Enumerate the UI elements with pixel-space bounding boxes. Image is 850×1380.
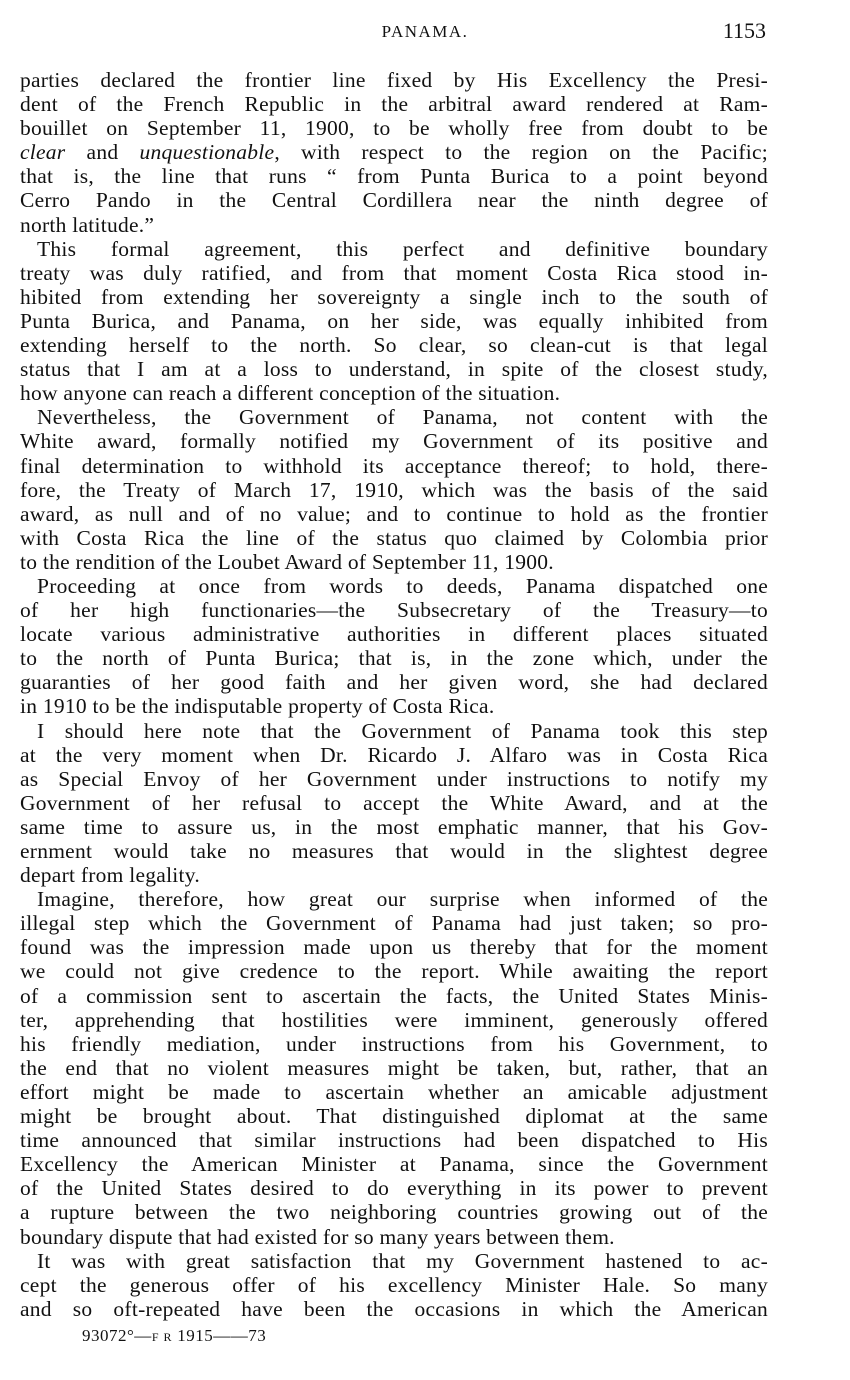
- footer-prefix: 93072°—: [82, 1326, 152, 1345]
- text-line: same time to assure us, in the most emphatic manner, that his Gov-: [20, 814, 768, 839]
- text-line: Cerro Pando in the Central Cordillera near the ninth degree of: [20, 188, 768, 213]
- text-line: to the rendition of the Loubet Award of September 11, 1900.: [20, 549, 554, 574]
- text-line: found was the impression made upon us thereby that for the moment: [20, 935, 768, 960]
- text-line: might be brought about. That distinguished diplomat at the same: [20, 1104, 768, 1129]
- text-line: It was with great satisfaction that my Government hastened to ac-: [37, 1248, 768, 1273]
- text-line: the end that no violent measures might be taken, but, rather, that an: [20, 1055, 768, 1080]
- text-line: his friendly mediation, under instructions from his Government, to: [20, 1031, 768, 1056]
- italic-text: clear: [20, 140, 66, 165]
- text-line: White award, formally notified my Government of its positive and: [20, 429, 768, 454]
- running-title: PANAMA.: [381, 22, 469, 41]
- text-line: I should here note that the Government of Panama took this step: [37, 718, 768, 743]
- text-line: locate various administrative authorities in different places situated: [20, 622, 768, 647]
- text-line: parties declared the frontier line fixed by His Excellency the Presi-: [20, 68, 768, 92]
- text-line: Nevertheless, the Government of Panama, not content with the: [37, 405, 768, 430]
- text-line: [20, 140, 768, 164]
- text-line: cept the generous offer of his excellency Minister Hale. So many: [20, 1272, 768, 1297]
- text-line: of her high functionaries—the Subsecretary of the Treasury—to: [20, 598, 768, 623]
- text-line: guaranties of her good faith and her given word, she had declared: [20, 670, 768, 695]
- text-line: ter, apprehending that hostilities were imminent, generously offered: [20, 1007, 768, 1032]
- text-line: at the very moment when Dr. Ricardo J. Alfaro was in Costa Rica: [20, 742, 768, 767]
- text-line: dent of the French Republic in the arbitral award rendered at Ram-: [20, 92, 768, 117]
- footer-suffix: 1915——73: [172, 1326, 267, 1345]
- text-line: bouillet on September 11, 1900, to be wholly free from doubt to be: [20, 116, 768, 141]
- text-line: effort might be made to ascertain whether an amicable adjustment: [20, 1079, 768, 1104]
- text-line: of the United States desired to do everything in its power to prevent: [20, 1176, 768, 1201]
- text-line: depart from legality.: [20, 863, 200, 888]
- text-line: we could not give credence to the report. While awaiting the report: [20, 959, 768, 984]
- text-line: boundary dispute that had existed for so many years between them.: [20, 1224, 615, 1249]
- footer-signature: [82, 1326, 266, 1346]
- text-line: that is, the line that runs “ from Punta Burica to a point beyond: [20, 164, 768, 189]
- text-line: to the north of Punta Burica; that is, in the zone which, under the: [20, 646, 768, 671]
- body-text: [20, 68, 768, 1321]
- footer-smallcaps: F R: [151, 1330, 173, 1344]
- text-line: a rupture between the two neighboring countries growing out of the: [20, 1200, 768, 1225]
- text-line: Excellency the American Minister at Panama, since the Government: [20, 1152, 768, 1177]
- text-line: Punta Burica, and Panama, on her side, was equally inhibited from: [20, 308, 768, 333]
- text-line: time announced that similar instructions had been dispatched to His: [20, 1128, 768, 1153]
- text-line: treaty was duly ratified, and from that moment Costa Rica stood in-: [20, 260, 768, 285]
- text-span: , with respect to the region on the Pacific;: [274, 140, 768, 165]
- text-line: with Costa Rica the line of the status quo claimed by Colombia prior: [20, 525, 768, 550]
- text-line: ernment would take no measures that would in the slightest degree: [20, 839, 768, 863]
- italic-text: unquestionable: [139, 140, 275, 165]
- text-line: of a commission sent to ascertain the facts, the United States Minis-: [20, 983, 768, 1008]
- text-line: Government of her refusal to accept the White Award, and at the: [20, 790, 768, 815]
- text-line: final determination to withhold its acceptance thereof; to hold, there-: [20, 453, 768, 478]
- text-line: north latitude.”: [20, 212, 155, 237]
- text-line: Imagine, therefore, how great our surprise when informed of the: [37, 887, 768, 912]
- text-line: This formal agreement, this perfect and definitive boundary: [37, 236, 768, 261]
- text-line: in 1910 to be the indisputable property of Costa Rica.: [20, 694, 495, 719]
- text-line: illegal step which the Government of Panama had just taken; so pro-: [20, 911, 768, 936]
- text-span: and: [65, 140, 140, 165]
- text-line: as Special Envoy of her Government under instructions to notify my: [20, 766, 768, 791]
- text-line: hibited from extending her sovereignty a single inch to the south of: [20, 284, 768, 309]
- text-line: award, as null and of no value; and to continue to hold as the frontier: [20, 501, 768, 526]
- text-line: Proceeding at once from words to deeds, Panama dispatched one: [37, 573, 768, 598]
- text-line: and so oft-repeated have been the occasions in which the American: [20, 1296, 768, 1321]
- text-line: status that I am at a loss to understand, in spite of the closest study,: [20, 357, 768, 382]
- text-line: how anyone can reach a different conception of the situation.: [20, 381, 561, 406]
- text-line: fore, the Treaty of March 17, 1910, which was the basis of the said: [20, 477, 768, 502]
- text-line: extending herself to the north. So clear, so clean-cut is that legal: [20, 333, 768, 358]
- page-number: 1153: [722, 18, 766, 43]
